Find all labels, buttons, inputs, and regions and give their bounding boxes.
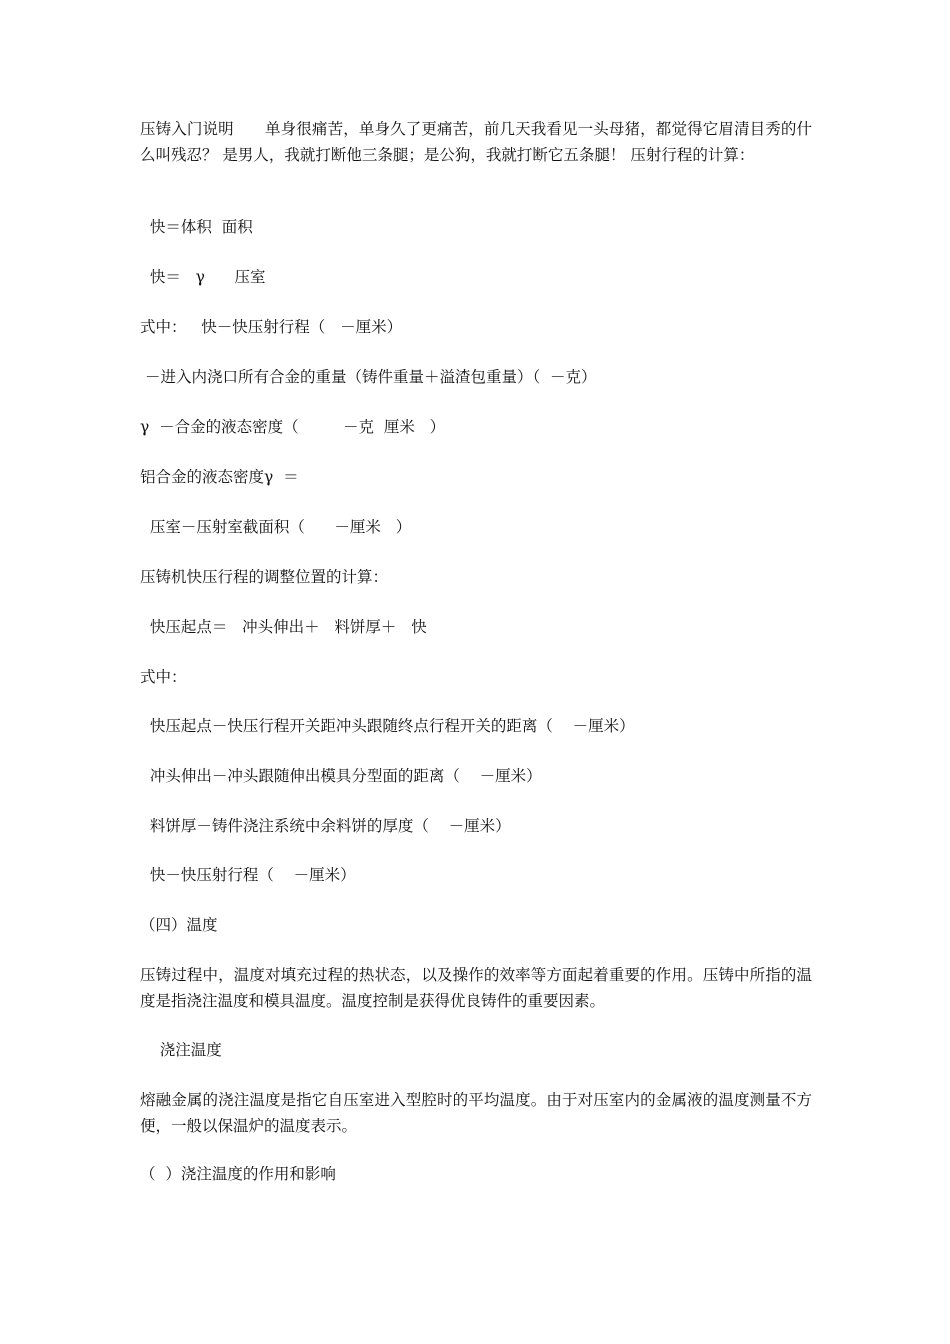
definition-line: γ －合金的液态密度（ －克 厘米 ） <box>140 418 446 436</box>
definition-line: 料饼厚－铸件浇注系统中余料饼的厚度（ －厘米） <box>140 817 511 835</box>
formula-line: 快＝体积 面积 <box>140 218 253 236</box>
subsection-heading: 浇注温度 <box>140 1041 222 1059</box>
definition-line: 式中： 快－快压射行程（ －厘米） <box>140 318 403 336</box>
formula-line: 快＝ γ 压室 <box>140 268 266 286</box>
definition-line: －进入内浇口所有合金的重量（铸件重量＋溢渣包重量）（ －克） <box>140 368 597 386</box>
section-line: 压铸机快压行程的调整位置的计算： <box>140 568 389 586</box>
intro-paragraph: 压铸入门说明 单身很痛苦，单身久了更痛苦，前几天我看见一头母猪，都觉得它眉清目秀的什么叫残忍？ 是男人，我就打断他三条腿；是公狗，我就打断它五条腿！ 压射行程的计算： <box>140 120 812 164</box>
section-heading: （四）温度 <box>140 916 218 934</box>
definition-line: 快－快压射行程（ －厘米） <box>140 866 356 884</box>
definition-line: 式中： <box>140 668 187 686</box>
definition-line: 快压起点－快压行程开关距冲头跟随终点行程开关的距离（ －厘米） <box>140 717 635 735</box>
formula-line: 快压起点＝ 冲头伸出＋ 料饼厚＋ 快 <box>140 618 427 636</box>
definition-line: 铝合金的液态密度γ ＝ <box>140 468 299 486</box>
definition-line: 压室－压射室截面积（ －厘米 ） <box>140 518 412 536</box>
body-paragraph: 压铸过程中，温度对填充过程的热状态，以及操作的效率等方面起着重要的作用。压铸中所指的温度是指浇注温度和模具温度。温度控制是获得优良铸件的重要因素。 <box>140 966 812 1010</box>
body-paragraph: 熔融金属的浇注温度是指它自压室进入型腔时的平均温度。由于对压室内的金属液的温度测量不方便，一般以保温炉的温度表示。 <box>140 1091 812 1135</box>
definition-line: 冲头伸出－冲头跟随伸出模具分型面的距离（ －厘米） <box>140 767 542 785</box>
subsection-heading: （ ）浇注温度的作用和影响 <box>140 1165 336 1183</box>
